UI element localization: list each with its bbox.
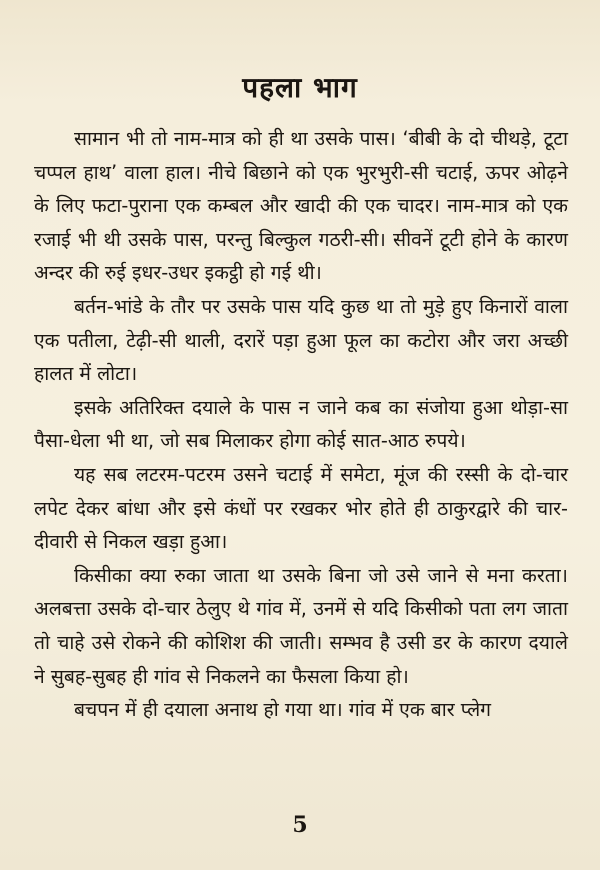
chapter-title: पहला भाग (242, 71, 358, 104)
page-number: 5 (292, 812, 308, 838)
paragraph: बर्तन-भांडे के तौर पर उसके पास यदि कुछ था तो मुड़े हुए किनारों वाला एक पतीला, टेढ़ी-सी थाली, दरारें पड़ा हुआ फूल का कटोरा और जरा अच्छी हालत में लोटा। (34, 294, 568, 386)
paragraph: बचपन में ही दयाला अनाथ हो गया था। गांव में एक बार प्लेग (74, 698, 492, 722)
paragraph: यह सब लटरम-पटरम उसने चटाई में समेटा, मूंज की रस्सी के दो-चार लपेट देकर बांधा और इसे कंधों पर रखकर भोर होते ही ठाकुरद्वारे की चार-दीवारी से निकल खड़ा हुआ। (34, 462, 568, 554)
paragraph: सामान भी तो नाम-मात्र को ही था उसके पास। ‘बीबी के दो चीथड़े, टूटा चप्पल हाथ’ वाला हाल। नीचे बिछाने को एक भुरभुरी-सी चटाई, ऊपर ओढ़ने के लिए फटा-पुराना एक कम्बल और खादी की एक चादर। नाम-मात्र को एक रजाई भी थी उसके पास, परन्तु बिल्कुल गठरी-सी। सीवनें टूटी होने के कारण अन्दर की रुई इधर-उधर इकट्ठी हो गई थी। (34, 127, 568, 285)
paragraph: किसीका क्या रुका जाता था उसके बिना जो उसे जाने से मना करता। अलबत्ता उसके दो-चार ठेलुए थे गांव में, उनमें से यदि किसीको पता लग जाता तो चाहे उसे रोकने की कोशिश की जाती। सम्भव है उसी डर के कारण दयाले ने सुबह-सुबह ही गांव से निकलने का फैसला किया हो। (34, 563, 568, 688)
body-text (34, 122, 568, 727)
paragraph: इसके अतिरिक्त दयाले के पास न जाने कब का संजोया हुआ थोड़ा-सा पैसा-धेला भी था, जो सब मिलाकर होगा कोई सात-आठ रुपये। (34, 395, 568, 453)
